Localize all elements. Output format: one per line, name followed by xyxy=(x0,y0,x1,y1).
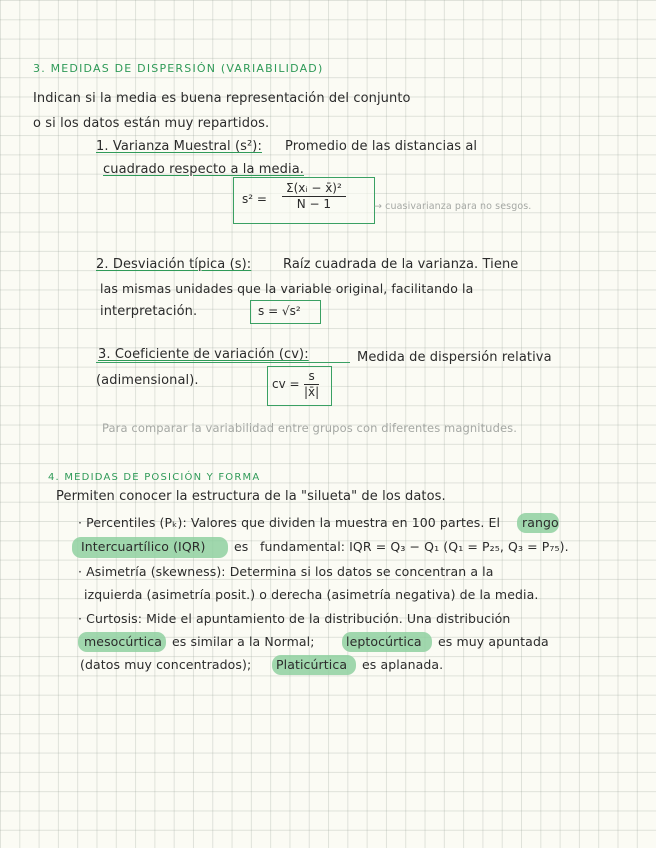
highlight-intercuartilico-text: Intercuartílico (IQR) xyxy=(81,539,206,554)
cv-formula-denominator: |x̄| xyxy=(304,385,320,399)
variance-formula-fraction xyxy=(282,181,346,212)
section3-intro-line2: o si los datos están muy repartidos. xyxy=(33,116,270,131)
cv-formula-numerator: s xyxy=(304,369,318,385)
section4-title: 4. MEDIDAS DE POSICIÓN Y FORMA xyxy=(48,472,261,483)
curtosis-line2-a: es similar a la Normal; xyxy=(172,634,315,649)
item1-text-b: cuadrado respecto a la media. xyxy=(103,162,304,177)
highlight-mesocurtica-text: mesocúrtica xyxy=(84,634,162,649)
item3-note: Para comparar la variabilidad entre grupos con diferentes magnitudes. xyxy=(102,421,517,435)
percentiles-es: es xyxy=(234,539,249,554)
variance-formula-box xyxy=(233,177,375,224)
item1-label: 1. Varianza Muestral (s²): xyxy=(96,139,262,154)
curtosis-line2-b: es muy apuntada xyxy=(438,634,549,649)
variance-formula-lhs: s² = xyxy=(242,192,267,206)
item3-underline xyxy=(96,362,350,363)
item3-text-b: (adimensional). xyxy=(96,373,199,388)
asimetria-line2: izquierda (asimetría posit.) o derecha (asimetría negativa) de la media. xyxy=(84,587,539,602)
std-formula-box xyxy=(250,300,321,324)
curtosis-line1: · Curtosis: Mide el apuntamiento de la distribución. Una distribución xyxy=(78,611,511,626)
cv-formula-box xyxy=(267,366,332,406)
item2-text-a: Raíz cuadrada de la varianza. Tiene xyxy=(283,257,519,272)
variance-note: → cuasivarianza para no sesgos. xyxy=(374,201,532,212)
item2-label: 2. Desviación típica (s): xyxy=(96,257,252,272)
highlight-rango-text: rango xyxy=(522,515,559,530)
highlight-leptocurtica-text: leptocúrtica xyxy=(346,634,422,649)
cv-formula-lhs: cv = xyxy=(272,377,300,391)
item3-label: 3. Coeficiente de variación (cv): xyxy=(98,347,309,362)
asimetria-line1: · Asimetría (skewness): Determina si los datos se concentran a la xyxy=(78,564,494,579)
highlight-platicurtica-text: Platicúrtica xyxy=(276,657,348,672)
cv-formula-fraction xyxy=(304,369,319,400)
section3-intro-line1: Indican si la media es buena representación del conjunto xyxy=(33,91,411,106)
curtosis-line3-b: es aplanada. xyxy=(362,657,444,672)
percentiles-line1: · Percentiles (Pₖ): Valores que dividen la muestra en 100 partes. El xyxy=(78,515,501,530)
item3-text-a: Medida de dispersión relativa xyxy=(357,350,552,365)
curtosis-line3-a: (datos muy concentrados); xyxy=(80,657,252,672)
variance-formula-numerator: Σ(xᵢ − x̄)² xyxy=(282,181,346,197)
item2-text-b: las mismas unidades que la variable original, facilitando la xyxy=(100,281,474,296)
variance-formula-denominator: N − 1 xyxy=(296,197,332,211)
std-formula: s = √s² xyxy=(258,304,301,318)
percentiles-line2: fundamental: IQR = Q₃ − Q₁ (Q₁ = P₂₅, Q₃ = P₇₅). xyxy=(260,539,569,554)
section4-intro: Permiten conocer la estructura de la "silueta" de los datos. xyxy=(56,489,446,504)
section3-title: 3. MEDIDAS DE DISPERSIÓN (VARIABILIDAD) xyxy=(33,62,324,75)
item2-text-c: interpretación. xyxy=(100,304,198,319)
item1-text-a: Promedio de las distancias al xyxy=(285,139,478,154)
